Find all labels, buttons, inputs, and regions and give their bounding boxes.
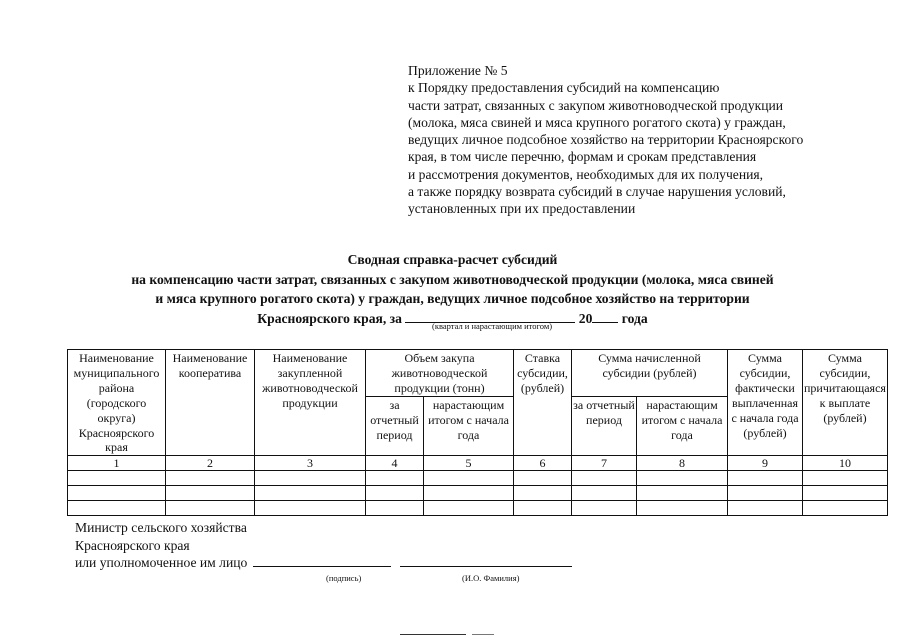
- title-line: Сводная справка-расчет субсидий: [347, 252, 558, 267]
- table-cell: [166, 501, 255, 516]
- column-number: 2: [166, 456, 255, 471]
- year-prefix: 20: [578, 310, 593, 326]
- header-due: Сумма субсидии, причитающаяся к выплате (рублей): [803, 350, 888, 456]
- table-cell: [728, 501, 803, 516]
- title-suffix: года: [621, 310, 648, 326]
- table-cell: [514, 486, 572, 501]
- name-hint: (И.О. Фамилия): [462, 573, 520, 583]
- signature-block: [75, 519, 572, 572]
- appendix-line: установленных при их предоставлении: [408, 201, 636, 217]
- footer-divider: [400, 634, 466, 635]
- table-cell: [68, 471, 166, 486]
- column-number: 7: [572, 456, 637, 471]
- subsidy-table: [67, 349, 888, 516]
- table-cell: [366, 501, 424, 516]
- table-cell: [803, 471, 888, 486]
- table-row: [68, 471, 888, 486]
- column-number: 6: [514, 456, 572, 471]
- column-numbers-row: [68, 456, 888, 471]
- table-cell: [572, 486, 637, 501]
- signature-line: Красноярского края: [75, 537, 190, 553]
- table-cell: [166, 486, 255, 501]
- table-cell: [728, 486, 803, 501]
- table-cell: [366, 471, 424, 486]
- title-line: на компенсацию части затрат, связанных с закупом животноводческой продукции (молока, мяса свиней: [131, 271, 774, 287]
- table-cell: [728, 471, 803, 486]
- table-cell: [424, 486, 514, 501]
- appendix-line: края, в том числе перечню, формам и срокам представления: [408, 149, 757, 165]
- column-number: 10: [803, 456, 888, 471]
- table-cell: [514, 501, 572, 516]
- table-cell: [637, 501, 728, 516]
- column-number: 4: [366, 456, 424, 471]
- signature-blank: [253, 554, 391, 567]
- table-cell: [166, 471, 255, 486]
- table-cell: [637, 471, 728, 486]
- table-cell: [255, 501, 366, 516]
- appendix-line: Приложение № 5: [408, 63, 508, 78]
- table-cell: [803, 486, 888, 501]
- appendix-line: части затрат, связанных с закупом животноводческой продукции: [408, 97, 784, 113]
- table-cell: [637, 486, 728, 501]
- table-cell: [424, 501, 514, 516]
- table-cell: [255, 486, 366, 501]
- signature-hint: (подпись): [326, 573, 362, 583]
- appendix-line: к Порядку предоставления субсидий на компенсацию: [408, 80, 720, 96]
- title-prefix: Красноярского края, за: [257, 310, 402, 326]
- table-cell: [424, 471, 514, 486]
- appendix-line: и рассмотрения документов, необходимых для их получения,: [408, 166, 764, 182]
- table-cell: [803, 501, 888, 516]
- header-accrued-period: за отчетный период: [572, 397, 637, 456]
- appendix-line: (молока, мяса свиней и мяса крупного рогатого скота) у граждан,: [408, 114, 786, 130]
- column-number: 8: [637, 456, 728, 471]
- column-number: 3: [255, 456, 366, 471]
- period-hint: (квартал и нарастающим итогом): [432, 321, 553, 331]
- signature-label: или уполномоченное им лицо: [75, 555, 248, 571]
- name-blank: [400, 554, 572, 567]
- table-cell: [572, 501, 637, 516]
- header-paid: Сумма субсидии, фактически выплаченная с начала года (рублей): [728, 350, 803, 456]
- column-number: 9: [728, 456, 803, 471]
- column-number: 1: [68, 456, 166, 471]
- table-cell: [366, 486, 424, 501]
- year-blank: [592, 309, 618, 323]
- header-accrued-cumulative: нарастающим итогом с начала года: [637, 397, 728, 456]
- table-row: [68, 486, 888, 501]
- signature-line: Министр сельского хозяйства: [75, 520, 247, 535]
- appendix-line: а также порядку возврата субсидий в случае нарушения условий,: [408, 184, 786, 200]
- header-volume: Объем закупа животноводческой продукции (тонн): [366, 350, 514, 397]
- header-volume-cumulative: нарастающим итогом с начала года: [424, 397, 514, 456]
- table-cell: [68, 501, 166, 516]
- header-municipal: Наименование муниципального района (городского округа) Красноярского края: [68, 350, 166, 456]
- header-accrued: Сумма начисленной субсидии (рублей): [572, 350, 728, 397]
- table-row: [68, 501, 888, 516]
- table-cell: [68, 486, 166, 501]
- appendix-block: [408, 62, 888, 218]
- header-coop: Наименование кооператива: [166, 350, 255, 456]
- title-line: и мяса крупного рогатого скота) у граждан, ведущих личное подсобное хозяйство на территории: [155, 291, 750, 306]
- header-volume-period: за отчетный период: [366, 397, 424, 456]
- header-rate: Ставка субсидии, (рублей): [514, 350, 572, 456]
- document-title: [0, 250, 905, 328]
- signature-line-with-blanks: [75, 554, 572, 572]
- table-cell: [255, 471, 366, 486]
- footer-divider: [472, 634, 494, 635]
- table-cell: [514, 471, 572, 486]
- appendix-line: ведущих личное подсобное хозяйство на территории Красноярского: [408, 132, 804, 148]
- header-product: Наименование закупленной животноводческой продукции: [255, 350, 366, 456]
- table-cell: [572, 471, 637, 486]
- column-number: 5: [424, 456, 514, 471]
